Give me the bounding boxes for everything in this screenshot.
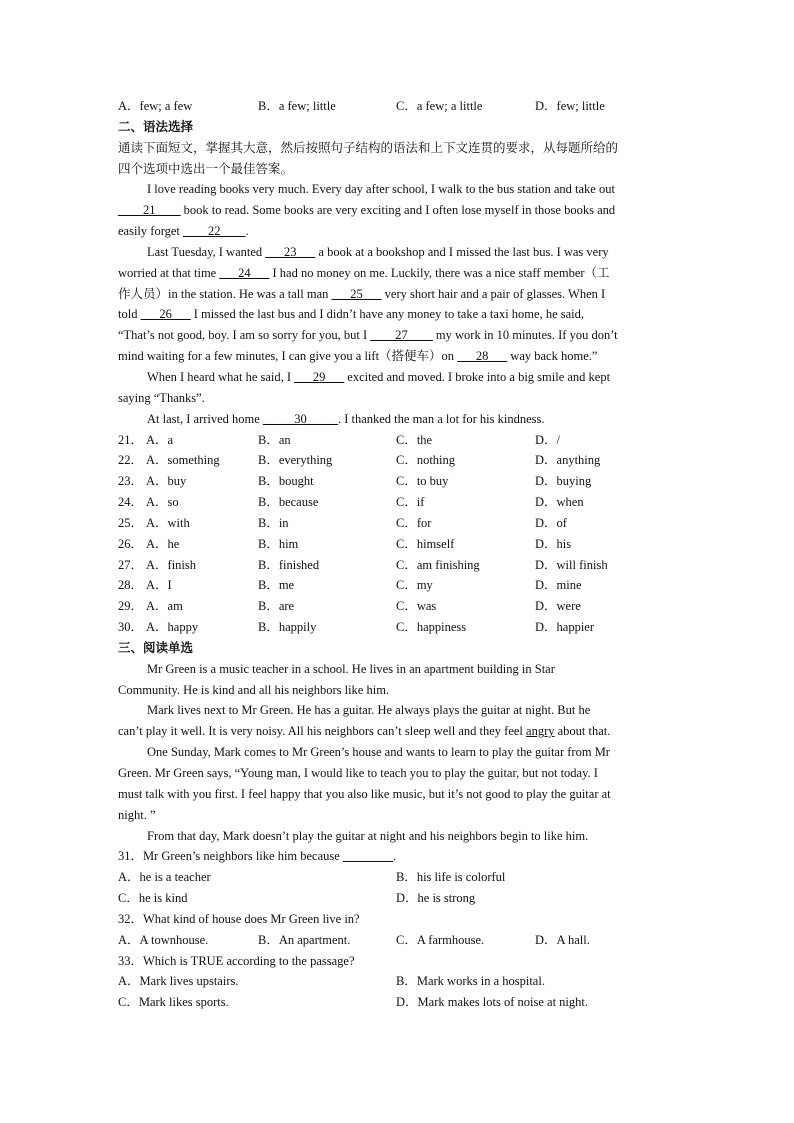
section-2-instructions-line-1: 通读下面短文，掌握其大意，然后按照句子结构的语法和上下文连贯的要求，从每题所给的 [118,139,619,155]
question-row: 23． A．buy B．bought C．to buy D．buying [118,474,592,489]
passage-line: saying “Thanks”. [118,390,205,405]
blank-28: ___28___ [457,349,508,364]
passage-line: “That’s not good, boy. I am so sorry for you, but I ____27____ my work in 10 minutes. If you don’t [118,328,618,343]
passage-line: When I heard what he said, I ___29___ excited and moved. I broke into a big smile and kept [147,369,611,384]
reading-line: Mr Green is a music teacher in a school. He lives in an apartment building in Star [147,661,555,676]
passage-line: mind waiting for a few minutes, I can give you a lift（搭便车）on ___28___ way back home.” [118,349,598,364]
question-row: 26． A．he B．him C．himself D．his [118,536,572,551]
passage-line: worried at that time ___24___ I had no money on me. Luckily, there was a nice staff member（工 [118,265,610,280]
question-row: 24． A．so B．because C．if D．when [118,495,584,510]
question-31-options-row-1: A．he is a teacher B．his life is colorful [118,870,506,885]
blank-27: ____27____ [370,328,433,343]
reading-line: Community. He is kind and all his neighbors like him. [118,682,390,697]
question-row: 27． A．finish B．finished C．am finishing D．will finish [118,557,608,572]
question-row: 22． A．something B．everything C．nothing D．anything [118,453,601,468]
question-32-options-row: A．A townhouse. B．An apartment. C．A farmhouse. D．A hall. [118,932,590,947]
passage-line: 作人员）in the station. He was a tall man ___25___ very short hair and a pair of glasses. When I [118,286,606,301]
option-a: A．few; a few [118,99,193,113]
question-31-options-row-2: C．he is kind D．he is strong [118,891,476,906]
reading-line: Green. Mr Green says, “Young man, I would like to teach you to play the guitar, but not today. I [118,766,598,780]
question-row: 21． A．a B．an C．the D．/ [118,432,561,447]
exam-page [118,96,674,1013]
blank-30: _____30_____ [262,411,338,426]
passage-line: I love reading books very much. Every day after school, I walk to the bus station and take out [147,182,615,197]
option-b: B．a few; little [258,99,336,113]
passage-line: told ___26___ I missed the last bus and I didn’t have any money to take a taxi home, he said, [118,307,585,322]
blank-25: ___25___ [331,286,382,301]
blank-24: ___24___ [219,265,270,280]
blank-21: ____21____ [118,203,181,218]
option-c: C．a few; a little [396,99,483,113]
blank-22: ____22____ [183,224,246,239]
underlined-word-angry: angry [526,724,555,739]
question-33-options-row-2: C．Mark likes sports. D．Mark makes lots of noise at night. [118,995,588,1010]
question-33-options-row-1: A．Mark lives upstairs. B．Mark works in a hospital. [118,974,545,989]
top-options-row [118,96,674,117]
question-row: 29． A．am B．are C．was D．were [118,599,581,614]
reading-line: must talk with you first. I feel happy that you also like music, but it’s not good to play the guitar at [118,786,611,801]
reading-line: night. ” [118,807,156,822]
passage-line: At last, I arrived home _____30_____. I thanked the man a lot for his kindness. [147,411,545,426]
blank-29: ___29___ [294,369,345,384]
grammar-questions [118,430,674,638]
option-d: D．few; little [535,99,605,113]
reading-line: Mark lives next to Mr Green. He has a guitar. He always plays the guitar at night. But he [147,703,591,718]
passage-line: easily forget ____22____. [118,224,249,239]
section-2-title: 二、语法选择 [118,118,194,134]
blank-26: ___26___ [140,307,191,322]
answer-blank: ________ [342,849,393,864]
reading-line: From that day, Mark doesn’t play the guitar at night and his neighbors begin to like him. [147,828,589,843]
question-31-stem: 31．Mr Green’s neighbors like him because ________. [118,849,397,864]
section-2-instructions-line-2: 四个选项中选出一个最佳答案。 [118,160,294,176]
question-row: 25． A．with B．in C．for D．of [118,515,567,530]
blank-23: ___23___ [265,244,316,259]
reading-line: can’t play it well. It is very noisy. All his neighbors can’t sleep well and they feel angry about that. [118,724,611,739]
question-row: 28． A．I B．me C．my D．mine [118,578,582,593]
passage-line: Last Tuesday, I wanted ___23___ a book at a bookshop and I missed the last bus. I was very [147,244,609,259]
question-32-stem: 32．What kind of house does Mr Green live in? [118,911,360,926]
passage-line: ____21____ book to read. Some books are very exciting and I often lose myself in those books and [118,203,616,218]
reading-line: One Sunday, Mark comes to Mr Green’s house and wants to learn to play the guitar from Mr [147,745,610,760]
question-row: 30． A．happy B．happily C．happiness D．happier [118,620,595,635]
question-33-stem: 33．Which is TRUE according to the passage? [118,953,355,968]
section-3-title: 三、阅读单选 [118,639,194,655]
